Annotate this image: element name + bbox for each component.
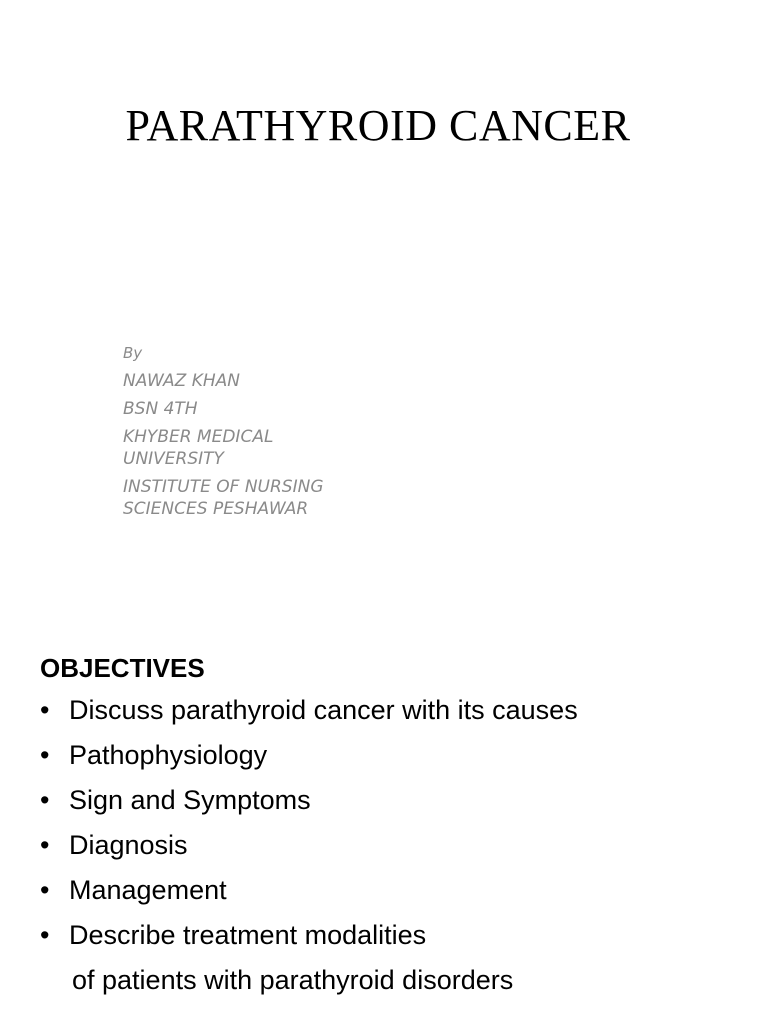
objective-text: Management — [69, 875, 227, 905]
bullet-icon: • — [40, 920, 50, 950]
objective-item — [40, 868, 740, 913]
author-institute-line2: SCIENCES PESHAWAR — [123, 499, 309, 519]
objective-item — [40, 778, 740, 823]
objective-text: Diagnosis — [69, 830, 188, 860]
author-by-label: By — [123, 344, 143, 362]
objective-item — [40, 733, 740, 778]
objective-text: Discuss parathyroid cancer with its causes — [69, 695, 578, 725]
bullet-icon: • — [40, 740, 50, 770]
bullet-icon: • — [40, 875, 50, 905]
author-university-line1: KHYBER MEDICAL — [123, 427, 274, 447]
objective-text: Describe treatment modalities — [69, 920, 427, 950]
objective-item — [40, 913, 740, 1003]
bullet-icon: • — [40, 830, 50, 860]
objective-item — [40, 688, 740, 733]
objectives-list — [40, 688, 740, 1003]
bullet-icon: • — [40, 695, 50, 725]
bullet-icon: • — [40, 785, 50, 815]
objective-text: Sign and Symptoms — [69, 785, 311, 815]
objectives-section — [40, 648, 740, 1003]
objective-continuation: of patients with parathyroid disorders — [72, 965, 514, 995]
slide-title: PARATHYROID CANCER — [125, 101, 631, 150]
author-institute — [123, 476, 423, 520]
author-university-line2: UNIVERSITY — [123, 449, 224, 469]
author-university — [123, 426, 423, 470]
objective-item — [40, 823, 740, 868]
author-block — [123, 342, 423, 526]
objectives-heading: OBJECTIVES — [40, 653, 205, 683]
author-program: BSN 4TH — [123, 399, 198, 419]
objective-text: Pathophysiology — [69, 740, 268, 770]
author-institute-line1: INSTITUTE OF NURSING — [123, 477, 324, 497]
author-name: NAWAZ KHAN — [123, 371, 240, 391]
